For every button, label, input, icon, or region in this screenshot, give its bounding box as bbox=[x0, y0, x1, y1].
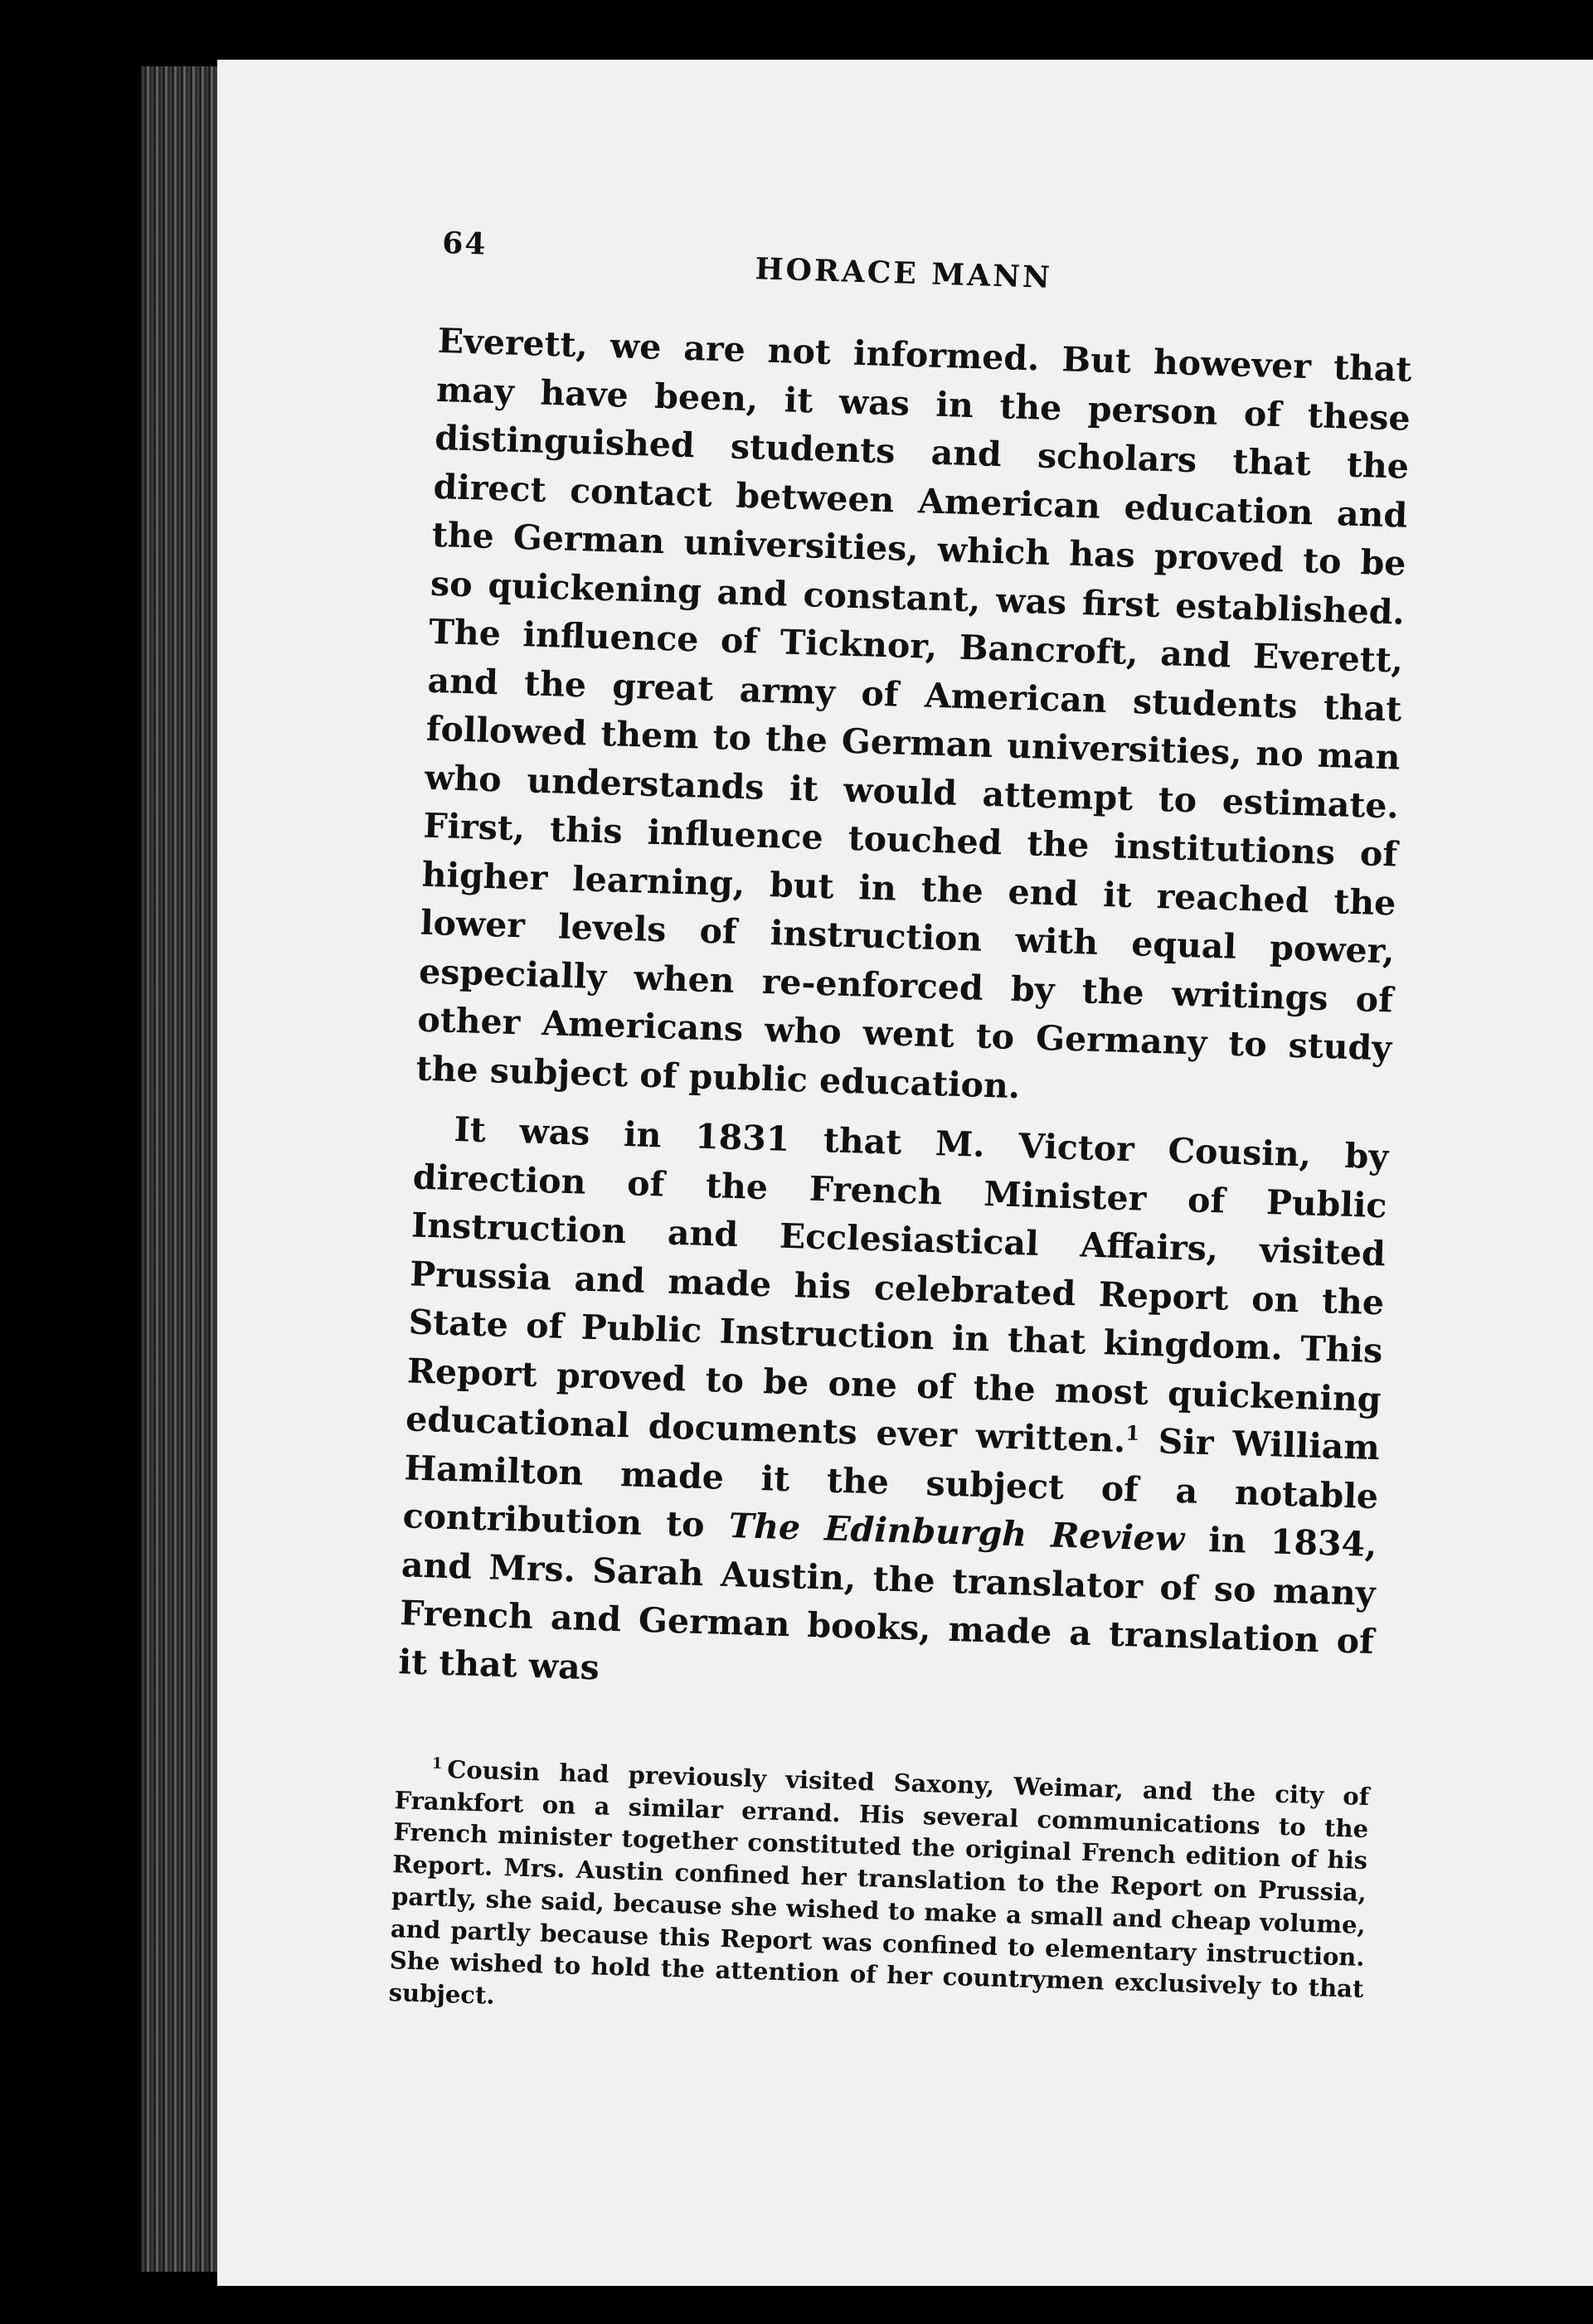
running-title: HORACE MANN bbox=[754, 251, 1053, 295]
paragraph-text: in 1834, and Mrs. Sarah Austin, the translator of so many French and German books, made a translation of it that was bbox=[397, 1519, 1378, 1687]
footnote-reference: 1 bbox=[1125, 1420, 1140, 1445]
book-spine-edge bbox=[141, 66, 220, 2272]
footnote-marker: 1 bbox=[431, 1754, 443, 1773]
footnote-text bbox=[388, 1752, 1370, 2037]
footnote bbox=[388, 1752, 1370, 2037]
paragraph-text: It was in 1831 that M. Victor Cousin, by direction of the French Minister of Public Instruction and Ecclesiastical Affairs, visited Prussia and made his celebrated Report on the State of Public Instruction in that kingdom. This Report proved to be one of the most quickening educational documents ever written. bbox=[405, 1109, 1389, 1461]
page-number: 64 bbox=[441, 226, 488, 262]
paragraph bbox=[398, 1104, 1389, 1715]
paragraph: Everett, we are not informed. But however that may have been, it was in the person of these distinguished students and scholars that the direct contact between American education and the German universities, which has proved to be so quickening and constant, was first established. The influence of Ticknor, Bancroft, and Everett, and the great army of American students that followed them to the German universities, no man who understands it would attempt to estimate. First, this influence touched the institutions of higher learning, but in the end it reached the lower levels of instruction with equal power, especially when re-enforced by the writings of other Americans who went to Germany to study the subject of public education. bbox=[415, 320, 1413, 1106]
footnote-body: Cousin had previously visited Saxony, Weimar, and the city of Frankfort on a similar errand. His several communications to the French minister together constituted the original French edition of his Report. Mrs. Austin confined her translation to the Report on Prussia, partly, she said, because she wished to make a small and cheap volume, and partly because this Report was confined to elementary instruction. She wished to hold the attention of her countrymen exclusively to that subject. bbox=[388, 1755, 1370, 2010]
page-content bbox=[388, 226, 1415, 2038]
book-page bbox=[217, 60, 1593, 2286]
running-head bbox=[440, 226, 1416, 321]
body-text bbox=[398, 317, 1412, 1715]
journal-title: The Edinburgh Review bbox=[728, 1505, 1185, 1560]
paragraph-text: Sir William Hamilton made it the subject of a notable contribution to bbox=[402, 1421, 1381, 1545]
